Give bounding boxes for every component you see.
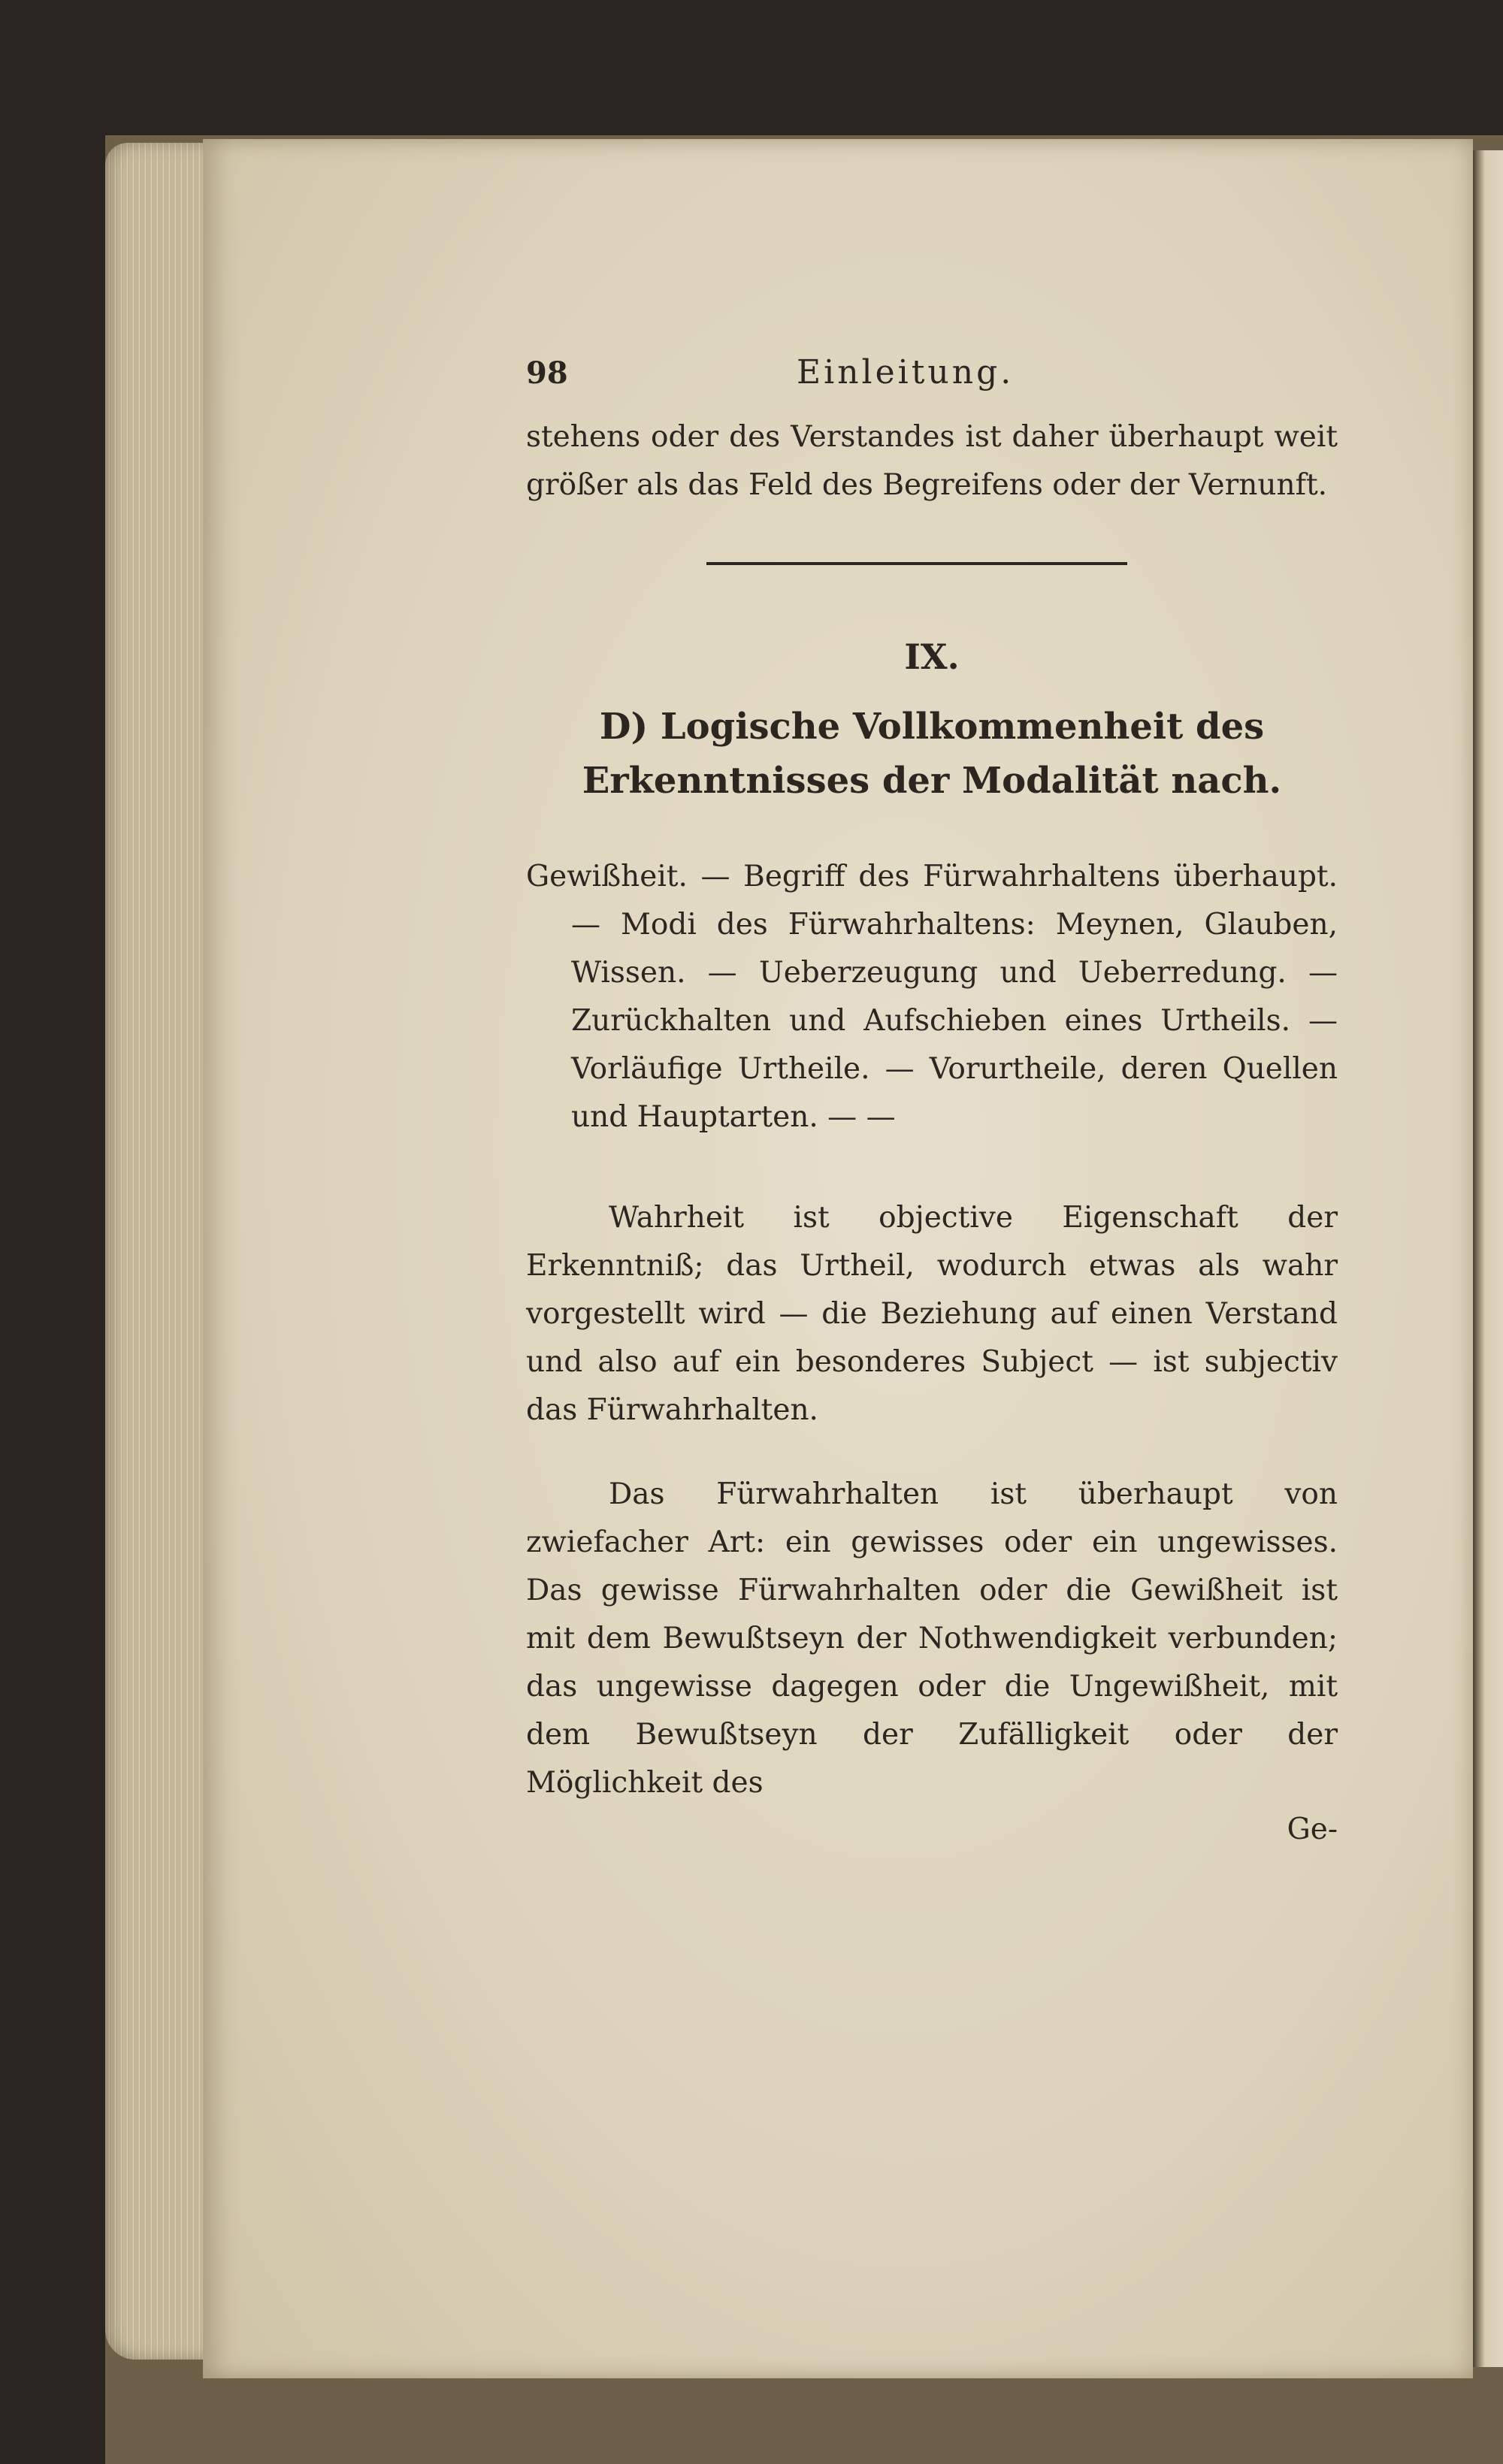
page-text — [526, 353, 1338, 1852]
paragraph-2: Das Fürwahrhalten ist überhaupt von zwiefacher Art: ein gewisses oder ein ungewisses. Das gewisse Fürwahrhalten oder die Gewißheit ist mit dem Bewußtseyn der Nothwendigkeit verbunden; das ungewisse dagegen oder die Ungewißheit, mit dem Bewußtseyn der Zufälligkeit oder der Möglichkeit des — [526, 1477, 1338, 1800]
catchword: Ge- — [1287, 1812, 1338, 1846]
continuation-text: stehens oder des Verstandes ist daher überhaupt weit größer als das Feld des Begreifens oder der Vernunft. — [526, 420, 1338, 502]
page-number: 98 — [526, 355, 568, 391]
paragraph-1: Wahrheit ist objective Eigenschaft der Erkenntniß; das Urtheil, wodurch etwas als wahr vorgestellt wird — die Beziehung auf einen Verstand und also auf ein besonderes Subject — ist subjectiv das Fürwahrhalten. — [526, 1201, 1338, 1427]
section-rule — [706, 562, 1127, 565]
facing-page-edge — [1473, 150, 1503, 2367]
section-title: D) Logische Vollkommenheit des Erkenntnisses der Modalität nach. — [582, 706, 1282, 802]
section-number: IX. — [904, 636, 960, 677]
running-head: Einleitung. — [797, 353, 1015, 392]
section-summary — [526, 853, 1338, 1141]
summary-text: Gewißheit. — Begriff des Fürwahrhaltens überhaupt. — Modi des Fürwahrhaltens: Meynen, Glauben, Wissen. — Ueberzeugung und Ueberredung. — Zurückhalten und Aufschieben eines Urtheils. — Vorläufige Urtheile. — Vorurtheile, deren Quellen und Hauptarten. — — — [526, 860, 1338, 1134]
page-header — [526, 353, 1338, 406]
